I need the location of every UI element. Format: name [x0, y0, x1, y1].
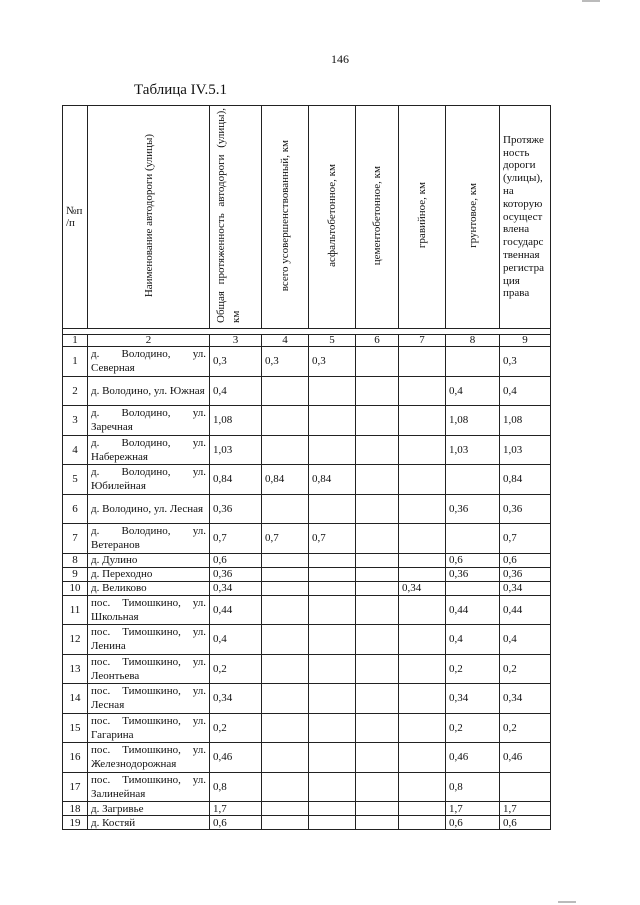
- value-cell-c3: 0,2: [210, 713, 262, 743]
- value-cell-c7: [399, 625, 446, 655]
- value-cell-c6: [356, 625, 399, 655]
- value-cell-c3: 0,8: [210, 772, 262, 802]
- value-cell-c6: [356, 581, 399, 595]
- value-cell-c5: [309, 772, 356, 802]
- value-cell-c7: [399, 465, 446, 495]
- value-cell-c7: [399, 567, 446, 581]
- value-cell-c4: [262, 802, 309, 816]
- header-name: [88, 106, 210, 329]
- scan-artifact-bottom: [558, 901, 576, 903]
- header-cement-label: цементобетонное, км: [371, 165, 383, 266]
- value-cell-c3: 0,6: [210, 553, 262, 567]
- table-row: [63, 553, 551, 567]
- table-row: [63, 406, 551, 436]
- value-cell-c8: 0,6: [446, 553, 500, 567]
- header-improved: [262, 106, 309, 329]
- value-cell-c8: [446, 465, 500, 495]
- value-cell-c9: 0,2: [500, 713, 551, 743]
- value-cell-c7: [399, 816, 446, 830]
- value-cell-c3: 0,2: [210, 654, 262, 684]
- row-number-cell: 16: [63, 743, 88, 773]
- value-cell-c9: 0,36: [500, 567, 551, 581]
- value-cell-c6: [356, 524, 399, 554]
- value-cell-c9: 0,6: [500, 553, 551, 567]
- value-cell-c6: [356, 743, 399, 773]
- value-cell-c4: [262, 595, 309, 625]
- row-number-cell: 2: [63, 376, 88, 406]
- row-number-cell: 9: [63, 567, 88, 581]
- value-cell-c3: 0,36: [210, 567, 262, 581]
- road-name-cell: д. Володино, ул. Ветеранов: [88, 524, 210, 554]
- header-asphalt-label: асфальтобетонное, км: [326, 164, 338, 267]
- value-cell-c6: [356, 465, 399, 495]
- column-index-cell: 6: [356, 335, 399, 347]
- value-cell-c9: 0,44: [500, 595, 551, 625]
- value-cell-c6: [356, 406, 399, 436]
- table-row: [63, 595, 551, 625]
- value-cell-c6: [356, 595, 399, 625]
- value-cell-c5: [309, 743, 356, 773]
- column-index-cell: 5: [309, 335, 356, 347]
- road-name-cell: пос. Тимошкино, ул. Леонтьева: [88, 654, 210, 684]
- value-cell-c6: [356, 816, 399, 830]
- value-cell-c7: [399, 772, 446, 802]
- value-cell-c8: [446, 581, 500, 595]
- road-name-cell: д. Переходно: [88, 567, 210, 581]
- value-cell-c8: 0,44: [446, 595, 500, 625]
- value-cell-c9: 1,7: [500, 802, 551, 816]
- column-index-cell: 4: [262, 335, 309, 347]
- road-name-cell: д. Володино, ул. Лесная: [88, 494, 210, 524]
- header-name-label: Наименование автодороги (улицы): [142, 133, 155, 298]
- header-asphalt: [309, 106, 356, 329]
- value-cell-c6: [356, 654, 399, 684]
- value-cell-c8: 0,36: [446, 567, 500, 581]
- row-number-cell: 17: [63, 772, 88, 802]
- value-cell-c4: [262, 654, 309, 684]
- value-cell-c3: 1,7: [210, 802, 262, 816]
- value-cell-c8: 0,46: [446, 743, 500, 773]
- header-num-label: №п /п: [66, 205, 83, 229]
- value-cell-c5: 0,84: [309, 465, 356, 495]
- table-row: [63, 567, 551, 581]
- road-name-cell: д. Великово: [88, 581, 210, 595]
- row-number-cell: 14: [63, 684, 88, 714]
- table-row: [63, 684, 551, 714]
- header-num: [63, 106, 88, 329]
- value-cell-c8: 0,4: [446, 376, 500, 406]
- value-cell-c4: [262, 494, 309, 524]
- value-cell-c8: 1,03: [446, 435, 500, 465]
- header-ground: [446, 106, 500, 329]
- value-cell-c3: 0,46: [210, 743, 262, 773]
- row-number-cell: 11: [63, 595, 88, 625]
- column-index-row: [63, 335, 551, 347]
- value-cell-c6: [356, 494, 399, 524]
- value-cell-c5: 0,7: [309, 524, 356, 554]
- row-number-cell: 6: [63, 494, 88, 524]
- value-cell-c5: [309, 406, 356, 436]
- value-cell-c6: [356, 553, 399, 567]
- header-total-label: Общая протяженность автодороги (улицы), км: [214, 108, 242, 323]
- table-row: [63, 802, 551, 816]
- column-index-cell: 7: [399, 335, 446, 347]
- scan-artifact-top: [582, 0, 600, 2]
- value-cell-c7: [399, 524, 446, 554]
- header-total: [210, 106, 262, 329]
- value-cell-c5: [309, 684, 356, 714]
- value-cell-c3: 1,08: [210, 406, 262, 436]
- header-gravel: [399, 106, 446, 329]
- value-cell-c5: [309, 553, 356, 567]
- road-name-cell: д. Володино, ул. Заречная: [88, 406, 210, 436]
- page-number: 146: [331, 52, 349, 66]
- value-cell-c9: 0,46: [500, 743, 551, 773]
- table-row: [63, 625, 551, 655]
- value-cell-c3: 0,44: [210, 595, 262, 625]
- value-cell-c6: [356, 684, 399, 714]
- value-cell-c9: [500, 772, 551, 802]
- table-row: [63, 524, 551, 554]
- value-cell-c4: [262, 713, 309, 743]
- table-row: [63, 435, 551, 465]
- table-row: [63, 376, 551, 406]
- value-cell-c8: 0,34: [446, 684, 500, 714]
- value-cell-c6: [356, 802, 399, 816]
- row-number-cell: 13: [63, 654, 88, 684]
- column-index-cell: 3: [210, 335, 262, 347]
- row-number-cell: 7: [63, 524, 88, 554]
- value-cell-c7: [399, 376, 446, 406]
- value-cell-c8: 1,7: [446, 802, 500, 816]
- row-number-cell: 19: [63, 816, 88, 830]
- value-cell-c8: 0,8: [446, 772, 500, 802]
- header-registered: Протяже ность дороги (улицы), на которую осущест влена государс твенная регистра ция права: [500, 106, 551, 329]
- value-cell-c9: 0,3: [500, 347, 551, 377]
- road-name-cell: д. Володино, ул. Северная: [88, 347, 210, 377]
- value-cell-c7: [399, 406, 446, 436]
- value-cell-c7: [399, 494, 446, 524]
- road-name-cell: д. Костяй: [88, 816, 210, 830]
- value-cell-c4: [262, 625, 309, 655]
- value-cell-c5: [309, 595, 356, 625]
- table-row: [63, 772, 551, 802]
- road-name-cell: д. Дулино: [88, 553, 210, 567]
- row-number-cell: 5: [63, 465, 88, 495]
- road-name-cell: пос. Тимошкино, ул. Ленина: [88, 625, 210, 655]
- value-cell-c7: [399, 435, 446, 465]
- road-name-cell: пос. Тимошкино, ул. Железнодорожная: [88, 743, 210, 773]
- row-number-cell: 15: [63, 713, 88, 743]
- value-cell-c9: 0,84: [500, 465, 551, 495]
- value-cell-c4: [262, 435, 309, 465]
- table-row: [63, 347, 551, 377]
- road-name-cell: пос. Тимошкино, ул. Гагарина: [88, 713, 210, 743]
- value-cell-c7: [399, 743, 446, 773]
- row-number-cell: 18: [63, 802, 88, 816]
- row-number-cell: 1: [63, 347, 88, 377]
- value-cell-c5: [309, 567, 356, 581]
- value-cell-c7: [399, 595, 446, 625]
- value-cell-c5: [309, 802, 356, 816]
- row-number-cell: 8: [63, 553, 88, 567]
- road-name-cell: пос. Тимошкино, ул. Залинейная: [88, 772, 210, 802]
- row-number-cell: 4: [63, 435, 88, 465]
- value-cell-c6: [356, 435, 399, 465]
- value-cell-c9: 1,08: [500, 406, 551, 436]
- value-cell-c3: 0,34: [210, 581, 262, 595]
- value-cell-c5: [309, 625, 356, 655]
- table-row: [63, 713, 551, 743]
- value-cell-c9: 0,2: [500, 654, 551, 684]
- value-cell-c7: [399, 684, 446, 714]
- value-cell-c4: [262, 553, 309, 567]
- value-cell-c4: [262, 406, 309, 436]
- value-cell-c9: 1,03: [500, 435, 551, 465]
- column-index-cell: 1: [63, 335, 88, 347]
- value-cell-c4: 0,84: [262, 465, 309, 495]
- value-cell-c8: 0,4: [446, 625, 500, 655]
- value-cell-c5: [309, 654, 356, 684]
- row-number-cell: 10: [63, 581, 88, 595]
- value-cell-c4: 0,3: [262, 347, 309, 377]
- value-cell-c4: [262, 684, 309, 714]
- table-row: [63, 743, 551, 773]
- road-name-cell: д. Володино, ул. Юбилейная: [88, 465, 210, 495]
- value-cell-c4: [262, 567, 309, 581]
- road-name-cell: д. Загривье: [88, 802, 210, 816]
- table-row: [63, 581, 551, 595]
- value-cell-c6: [356, 713, 399, 743]
- road-name-cell: пос. Тимошкино, ул. Лесная: [88, 684, 210, 714]
- column-index-cell: 8: [446, 335, 500, 347]
- value-cell-c6: [356, 376, 399, 406]
- value-cell-c7: [399, 553, 446, 567]
- value-cell-c7: 0,34: [399, 581, 446, 595]
- value-cell-c9: 0,34: [500, 684, 551, 714]
- value-cell-c9: 0,4: [500, 625, 551, 655]
- header-gravel-label: гравийное, км: [416, 182, 428, 249]
- value-cell-c3: 0,4: [210, 625, 262, 655]
- value-cell-c5: [309, 816, 356, 830]
- value-cell-c8: 0,36: [446, 494, 500, 524]
- value-cell-c8: [446, 347, 500, 377]
- table-caption: Таблица IV.5.1: [134, 82, 228, 98]
- value-cell-c3: 1,03: [210, 435, 262, 465]
- value-cell-c7: [399, 347, 446, 377]
- road-name-cell: пос. Тимошкино, ул. Школьная: [88, 595, 210, 625]
- value-cell-c8: 0,6: [446, 816, 500, 830]
- value-cell-c4: [262, 376, 309, 406]
- value-cell-c6: [356, 772, 399, 802]
- value-cell-c4: [262, 743, 309, 773]
- value-cell-c3: 0,7: [210, 524, 262, 554]
- value-cell-c4: [262, 581, 309, 595]
- value-cell-c8: 1,08: [446, 406, 500, 436]
- value-cell-c3: 0,84: [210, 465, 262, 495]
- value-cell-c4: [262, 816, 309, 830]
- row-number-cell: 12: [63, 625, 88, 655]
- value-cell-c9: 0,4: [500, 376, 551, 406]
- value-cell-c3: 0,4: [210, 376, 262, 406]
- table-row: [63, 494, 551, 524]
- road-name-cell: д. Володино, ул. Южная: [88, 376, 210, 406]
- value-cell-c5: [309, 376, 356, 406]
- value-cell-c9: 0,36: [500, 494, 551, 524]
- value-cell-c6: [356, 567, 399, 581]
- road-name-cell: д. Володино, ул. Набережная: [88, 435, 210, 465]
- roads-table: [62, 105, 551, 830]
- column-index-cell: 9: [500, 335, 551, 347]
- column-index-cell: 2: [88, 335, 210, 347]
- table-row: [63, 816, 551, 830]
- value-cell-c7: [399, 713, 446, 743]
- value-cell-c7: [399, 654, 446, 684]
- header-cement: [356, 106, 399, 329]
- value-cell-c3: 0,3: [210, 347, 262, 377]
- value-cell-c5: [309, 581, 356, 595]
- value-cell-c5: [309, 494, 356, 524]
- value-cell-c8: [446, 524, 500, 554]
- value-cell-c5: [309, 435, 356, 465]
- value-cell-c4: 0,7: [262, 524, 309, 554]
- header-row: [63, 106, 551, 329]
- value-cell-c9: 0,7: [500, 524, 551, 554]
- value-cell-c9: 0,34: [500, 581, 551, 595]
- value-cell-c3: 0,6: [210, 816, 262, 830]
- header-improved-label: всего усовершенствованный, км: [279, 139, 291, 292]
- value-cell-c4: [262, 772, 309, 802]
- value-cell-c3: 0,36: [210, 494, 262, 524]
- table-row: [63, 465, 551, 495]
- value-cell-c3: 0,34: [210, 684, 262, 714]
- header-ground-label: грунтовое, км: [466, 183, 479, 248]
- row-number-cell: 3: [63, 406, 88, 436]
- table-row: [63, 654, 551, 684]
- value-cell-c8: 0,2: [446, 713, 500, 743]
- value-cell-c7: [399, 802, 446, 816]
- value-cell-c9: 0,6: [500, 816, 551, 830]
- value-cell-c5: [309, 713, 356, 743]
- value-cell-c8: 0,2: [446, 654, 500, 684]
- value-cell-c5: 0,3: [309, 347, 356, 377]
- value-cell-c6: [356, 347, 399, 377]
